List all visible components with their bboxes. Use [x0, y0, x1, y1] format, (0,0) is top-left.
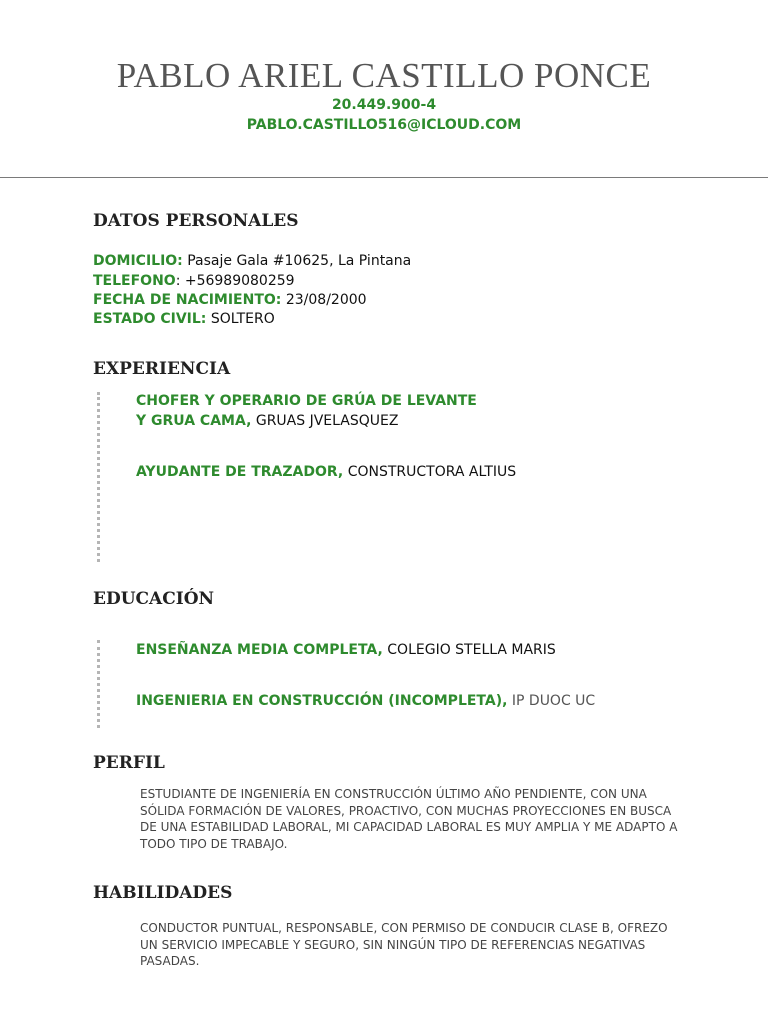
candidate-email[interactable]: PABLO.CASTILLO516@ICLOUD.COM	[246, 117, 522, 133]
field-label: ESTADO CIVIL:	[93, 311, 207, 327]
field-estado-civil	[93, 311, 275, 327]
experience-role: Y GRUA CAMA,	[136, 413, 252, 429]
section-title-educacion: EDUCACIÓN	[93, 589, 215, 609]
field-telefono	[93, 273, 295, 289]
education-degree: ENSEÑANZA MEDIA COMPLETA,	[136, 642, 383, 658]
education-item	[136, 642, 556, 658]
experience-role: AYUDANTE DE TRAZADOR,	[136, 464, 344, 480]
education-institution: IP DUOC UC	[507, 693, 596, 709]
candidate-rut: 20.449.900-4	[331, 97, 437, 113]
field-label: FECHA DE NACIMIENTO:	[93, 292, 282, 308]
education-institution: COLEGIO STELLA MARIS	[382, 642, 556, 658]
section-title-experiencia: EXPERIENCIA	[93, 359, 231, 379]
experience-item	[136, 464, 516, 480]
field-value: : +56989080259	[175, 273, 295, 289]
field-domicilio	[93, 253, 411, 269]
section-title-perfil: PERFIL	[93, 753, 165, 773]
header-divider	[0, 177, 768, 178]
field-label: TELEFONO	[93, 273, 176, 289]
experience-item-continued	[136, 413, 398, 429]
candidate-name: PABLO ARIEL CASTILLO PONCE	[116, 56, 652, 95]
field-value: SOLTERO	[206, 311, 275, 327]
habilidades-text: CONDUCTOR PUNTUAL, RESPONSABLE, CON PERMISO DE CONDUCIR CLASE B, OFREZO UN SERVICIO IMPECABLE Y SEGURO, SIN NINGÚN TIPO DE REFERENCIAS NEGATIVAS PASADAS.	[140, 921, 668, 968]
field-fecha-nacimiento	[93, 292, 367, 308]
education-degree: INGENIERIA EN CONSTRUCCIÓN (INCOMPLETA),	[136, 693, 508, 709]
experience-timeline	[97, 392, 100, 562]
education-timeline	[97, 640, 100, 728]
perfil-text: ESTUDIANTE DE INGENIERÍA EN CONSTRUCCIÓN ÚLTIMO AÑO PENDIENTE, CON UNA SÓLIDA FORMACIÓN DE VALORES, PROACTIVO, CON MUCHAS PROYECCIONES EN BUSCA DE UNA ESTABILIDAD LABORAL, MI CAPACIDAD LABORAL ES MUY AMPLIA Y ME ADAPTO A TODO TIPO DE TRABAJO.	[140, 787, 678, 851]
section-title-datos-personales: DATOS PERSONALES	[93, 211, 299, 231]
experience-role: CHOFER Y OPERARIO DE GRÚA DE LEVANTE	[136, 393, 477, 409]
field-label: DOMICILIO:	[93, 253, 183, 269]
section-title-habilidades: HABILIDADES	[93, 883, 233, 903]
experience-company: GRUAS JVELASQUEZ	[251, 413, 399, 429]
experience-item	[136, 393, 477, 409]
education-item	[136, 693, 595, 709]
field-value: 23/08/2000	[281, 292, 367, 308]
experience-company: CONSTRUCTORA ALTIUS	[343, 464, 517, 480]
field-value: Pasaje Gala #10625, La Pintana	[182, 253, 412, 269]
